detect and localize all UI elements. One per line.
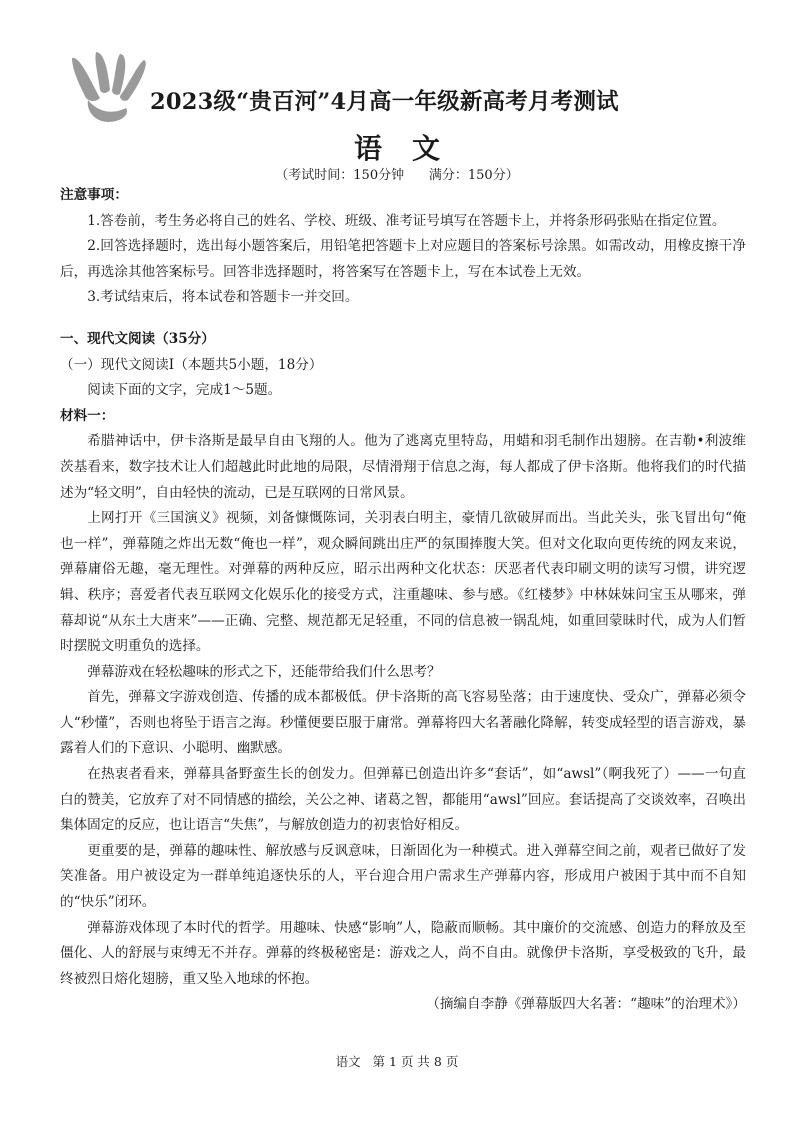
sub-section-heading: （一）现代文阅读Ⅰ（本题共5小题，18分）: [60, 356, 323, 373]
article-paragraph: 希腊神话中，伊卡洛斯是最早自由飞翔的人。他为了逃离克里特岛，用蜡和羽毛制作出翅膀。在吉勒•利波维茨基看来，数字技术让人们超越此时此地的局限，尽情滑翔于信息之海，每人都成了伊卡洛斯。他将我们的时代描述为“轻文明”，自由轻快的流动，已是互联网的日常风景。: [60, 433, 746, 501]
section-heading: 一、现代文阅读（35分）: [60, 330, 215, 347]
article-paragraph: 弹幕游戏在轻松趣味的形式之下，还能带给我们什么思考？: [87, 663, 441, 680]
school-logo: [66, 50, 152, 124]
page-content: [60, 183, 746, 1018]
spacer: [60, 311, 746, 327]
notice-heading: 注意事项：: [60, 187, 128, 203]
article-paragraph: 上网打开《三国演义》视频，刘备慷慨陈词，关羽表白明主，豪情几欲破屏而出。当此关头，张飞冒出句“俺也一样”，弹幕随之炸出无数“俺也一样”，观众瞬间跳出庄严的氛围捧腹大笑。但对文化取向更传统的网友来说，弹幕庸俗无趣，毫无理性。对弹幕的两种反应，昭示出两种文化状态：厌恶者代表印刷文明的读写习惯，讲究逻辑、秩序；喜爱者代表互联网文化娱乐化的接受方式，注重趣味、参与感。《红楼梦》中林妹妹问宝玉从哪来，弹幕却说“从东土大唐来”——正确、完整、规范都无足轻重，不同的信息被一锅乱炖，如重回蒙昧时代，成为人们暂时摆脱文明重负的选择。: [60, 510, 746, 655]
notice-item: 2.回答选择题时，选出每小题答案后，用铅笔把答题卡上对应题目的答案标号涂黑。如需改动，用橡皮擦干净后，再选涂其他答案标号。回答非选择题时，将答案写在答题卡上，写在本试卷上无效。: [60, 238, 746, 280]
article-paragraph: 更重要的是，弹幕的趣味性、解放感与反讽意味，日渐固化为一种模式。进入弹幕空间之前，观者已做好了发笑准备。用户被设定为一群单纯追逐快乐的人，平台迎合用户需求生产弹幕内容，形成用户被困于其中而不自知的“快乐”闭环。: [60, 842, 746, 911]
exam-title: 2023级“贵百河”4月高一年级新高考月考测试: [150, 89, 619, 115]
exam-info: （考试时间：150分钟 满分：150分）: [275, 168, 519, 183]
notice-item: 1.答卷前，考生务必将自己的姓名、学校、班级、准考证号填写在答题卡上，并将条形码张贴在指定位置。: [87, 212, 726, 229]
page-number: 语文 第 1 页 共 8 页: [335, 1054, 459, 1069]
article-paragraph: 首先，弹幕文字游戏创造、传播的成本都极低。伊卡洛斯的高飞容易坠落；由于速度快、受众广，弹幕必须令人“秒懂”，否则也将坠于语言之海。秒懂便要臣服于庸常。弹幕将四大名著融化降解，转变成轻型的语言游戏，暴露着人们的下意识、小聪明、幽默感。: [60, 689, 746, 757]
reading-instruction: 阅读下面的文字，完成1～5题。: [87, 382, 282, 399]
subject-title: 语文: [353, 132, 470, 165]
material-label: 材料一：: [60, 407, 115, 424]
article-source: （摘编自李静《弹幕版四大名著：“趣味”的治理术》）: [426, 996, 746, 1013]
notice-item: 3.考试结束后，将本试卷和答题卡一并交回。: [87, 289, 359, 306]
article-paragraph: 弹幕游戏体现了本时代的哲学。用趣味、快感“影响”人，隐蔽而顺畅。其中廉价的交流感、创造力的释放及至僵化、人的舒展与束缚无不并存。弹幕的终极秘密是：游戏之人，尚不自由。就像伊卡洛斯，享受极致的飞升，最终被烈日熔化翅膀，重又坠入地球的怀抱。: [60, 919, 746, 987]
article-paragraph: 在热衷者看来，弹幕具备野蛮生长的创发力。但弹幕已创造出许多“套话”，如“awsl”（啊我死了）——一句直白的赞美，它放弃了对不同情感的描绘，关公之神、诸葛之智，都能用“awsl”回应。套话提高了交谈效率，召唤出集体固定的反应，也让语言“失焦”，与解放创造力的初衷恰好相反。: [60, 766, 746, 834]
